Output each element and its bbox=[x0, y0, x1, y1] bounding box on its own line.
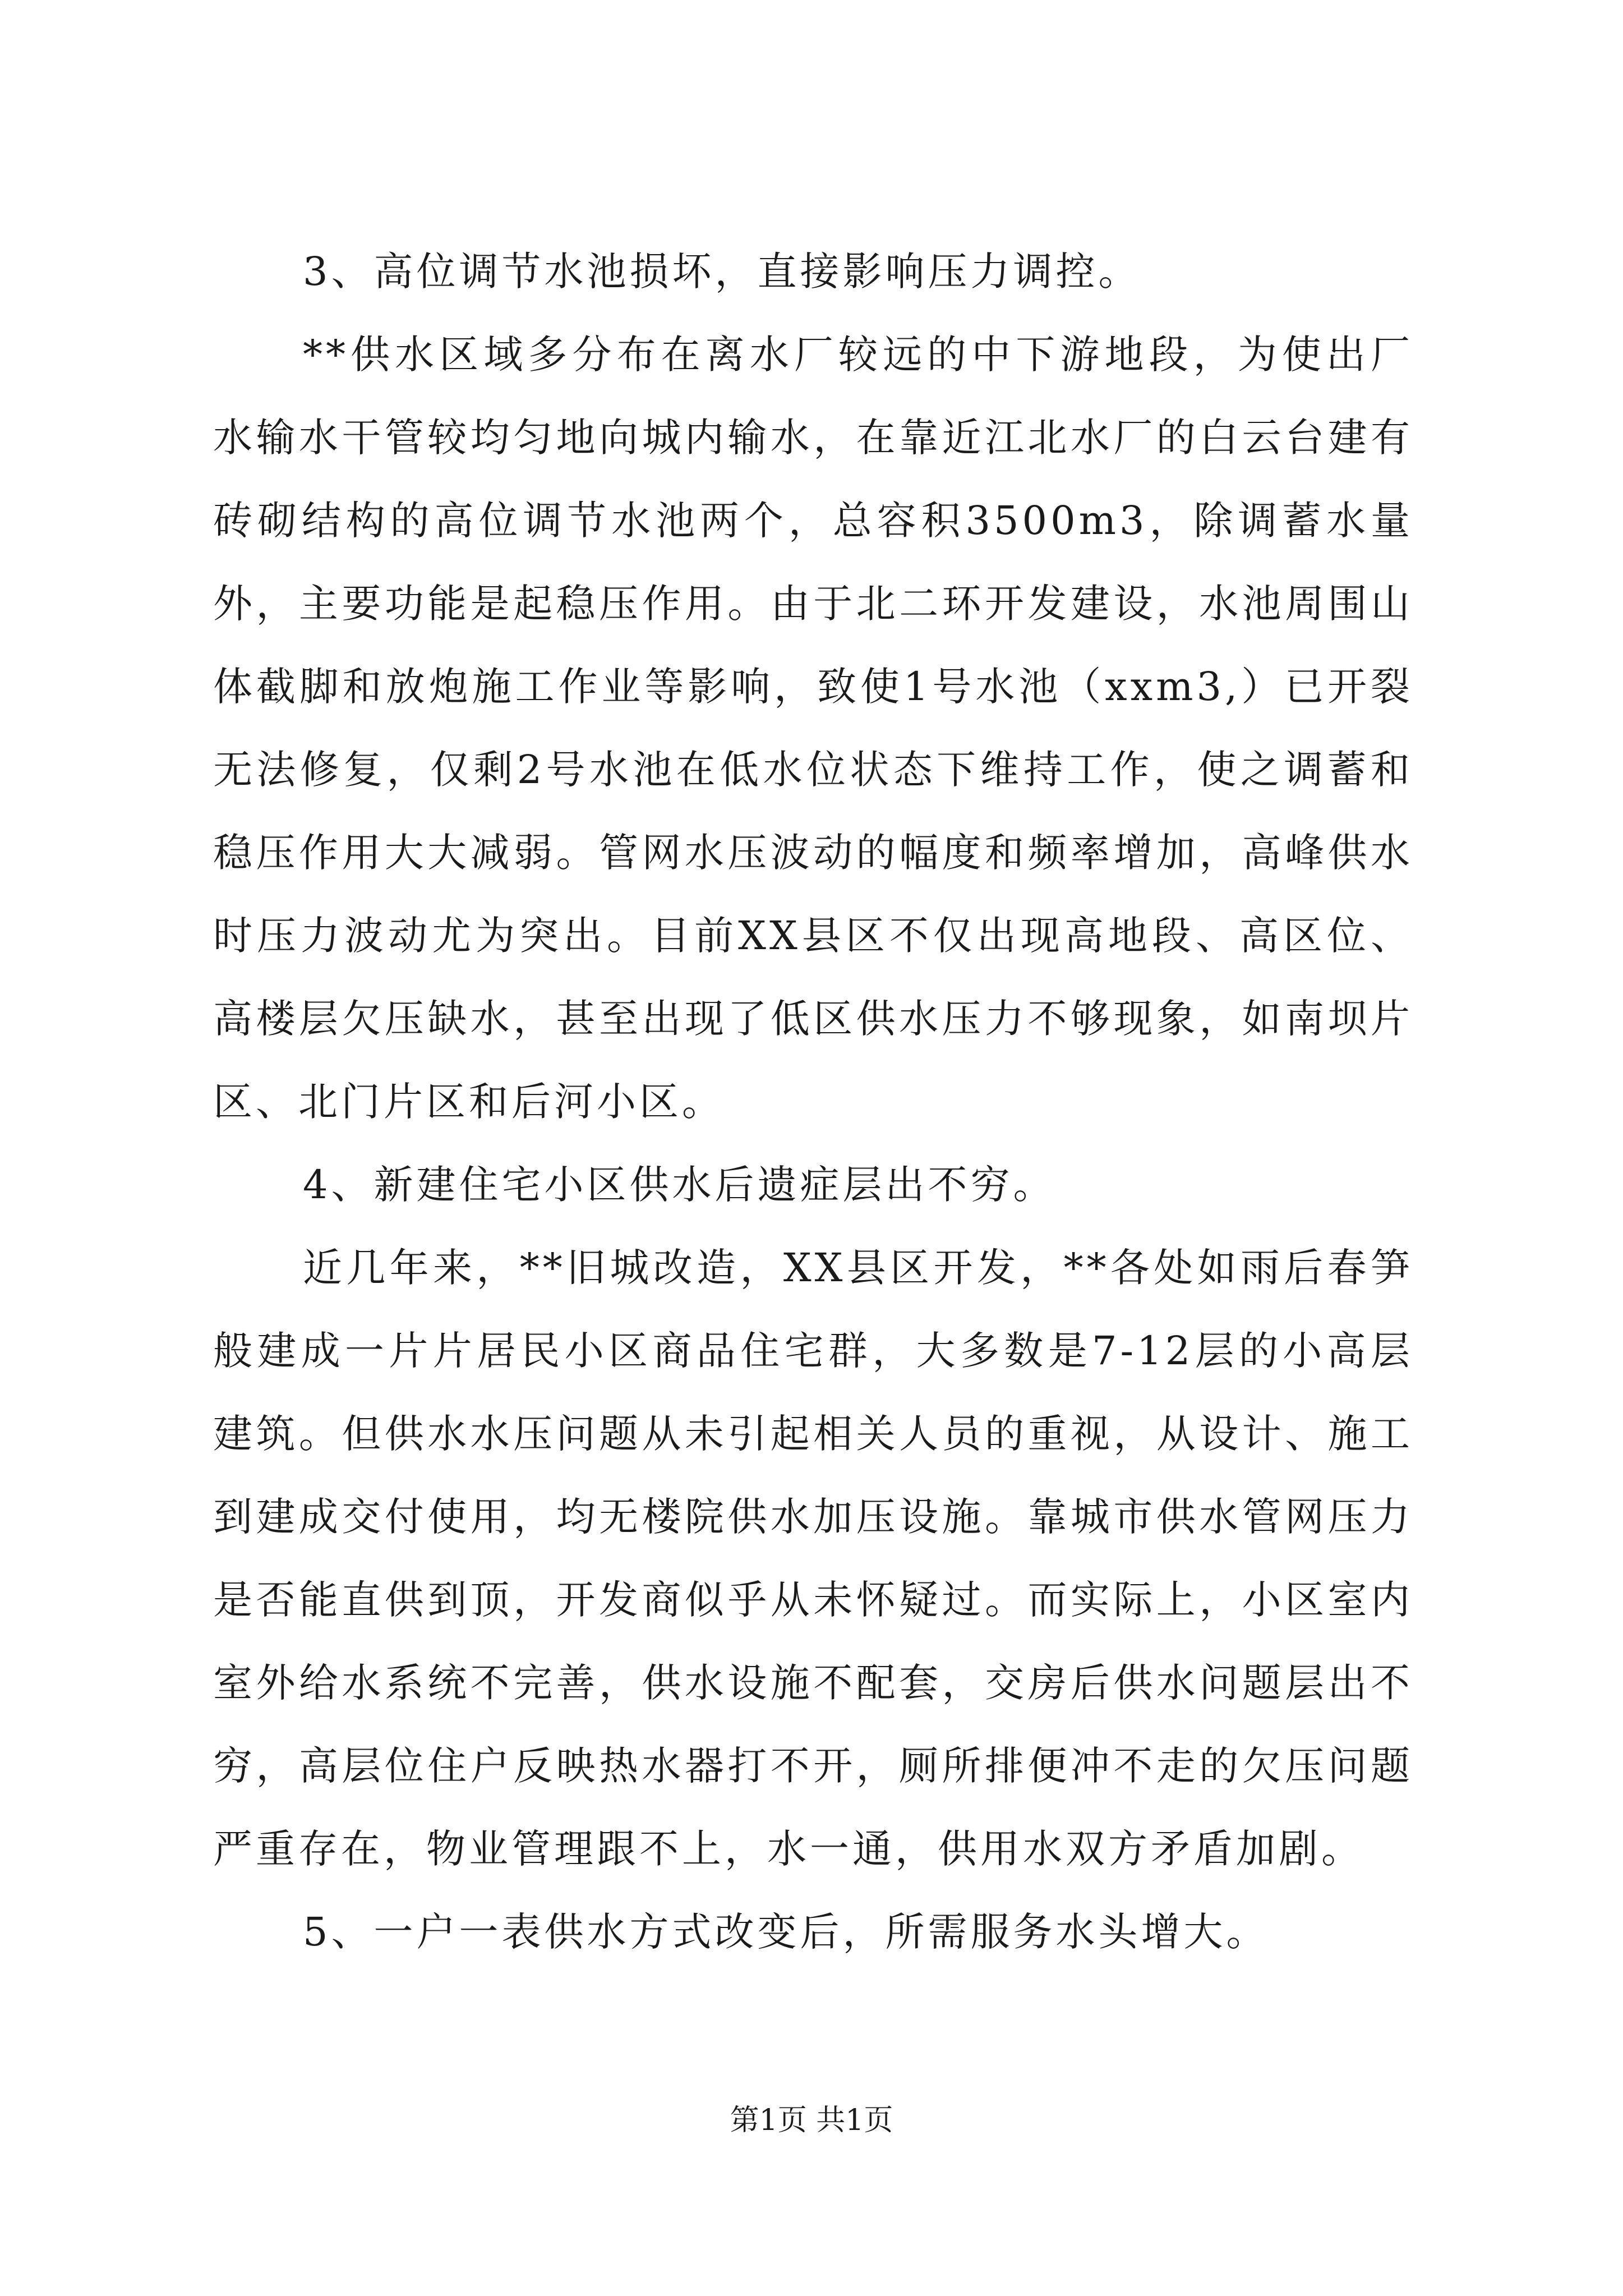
page-footer: 第1页 共1页 bbox=[730, 2104, 893, 2137]
section-heading-4: 4、新建住宅小区供水后遗症层出不穷。 bbox=[303, 1162, 1056, 1208]
section-heading-5: 5、一户一表供水方式改变后，所需服务水头增大。 bbox=[303, 1909, 1269, 1955]
document-body bbox=[213, 230, 1413, 1973]
body-paragraph-3: **供水区域多分布在离水厂较远的中下游地段，为使出厂水输水干管较均匀地向城内输水，在靠近江北水厂的白云台建有砖砌结构的高位调节水池两个，总容积3500m3，除调蓄水量外，主要功能是起稳压作用。由于北二环开发建设，水池周围山体截脚和放炮施工作业等影响，致使1号水池（xxm3,）已开裂无法修复，仅剩2号水池在低水位状态下维持工作，使之调蓄和稳压作用大大减弱。管网水压波动的幅度和频率增加，高峰供水时压力波动尤为突出。目前XX县区不仅出现高地段、高区位、高楼层欠压缺水，甚至出现了低区供水压力不够现象，如南坝片区、北门片区和后河小区。 bbox=[213, 332, 1413, 1125]
section-heading-3: 3、高位调节水池损坏，直接影响压力调控。 bbox=[303, 249, 1141, 295]
body-paragraph-4: 近几年来，**旧城改造，XX县区开发，**各处如雨后春笋般建成一片片居民小区商品住宅群，大多数是7-12层的小高层建筑。但供水水压问题从未引起相关人员的重视，从设计、施工到建成交付使用，均无楼院供水加压设施。靠城市供水管网压力是否能直供到顶，开发商似乎从未怀疑过。而实际上，小区室内室外给水系统不完善，供水设施不配套，交房后供水问题层出不穷，高层位住户反映热水器打不开，厕所排便冲不走的欠压问题严重存在，物业管理跟不上，水一通，供用水双方矛盾加剧。 bbox=[213, 1245, 1413, 1872]
